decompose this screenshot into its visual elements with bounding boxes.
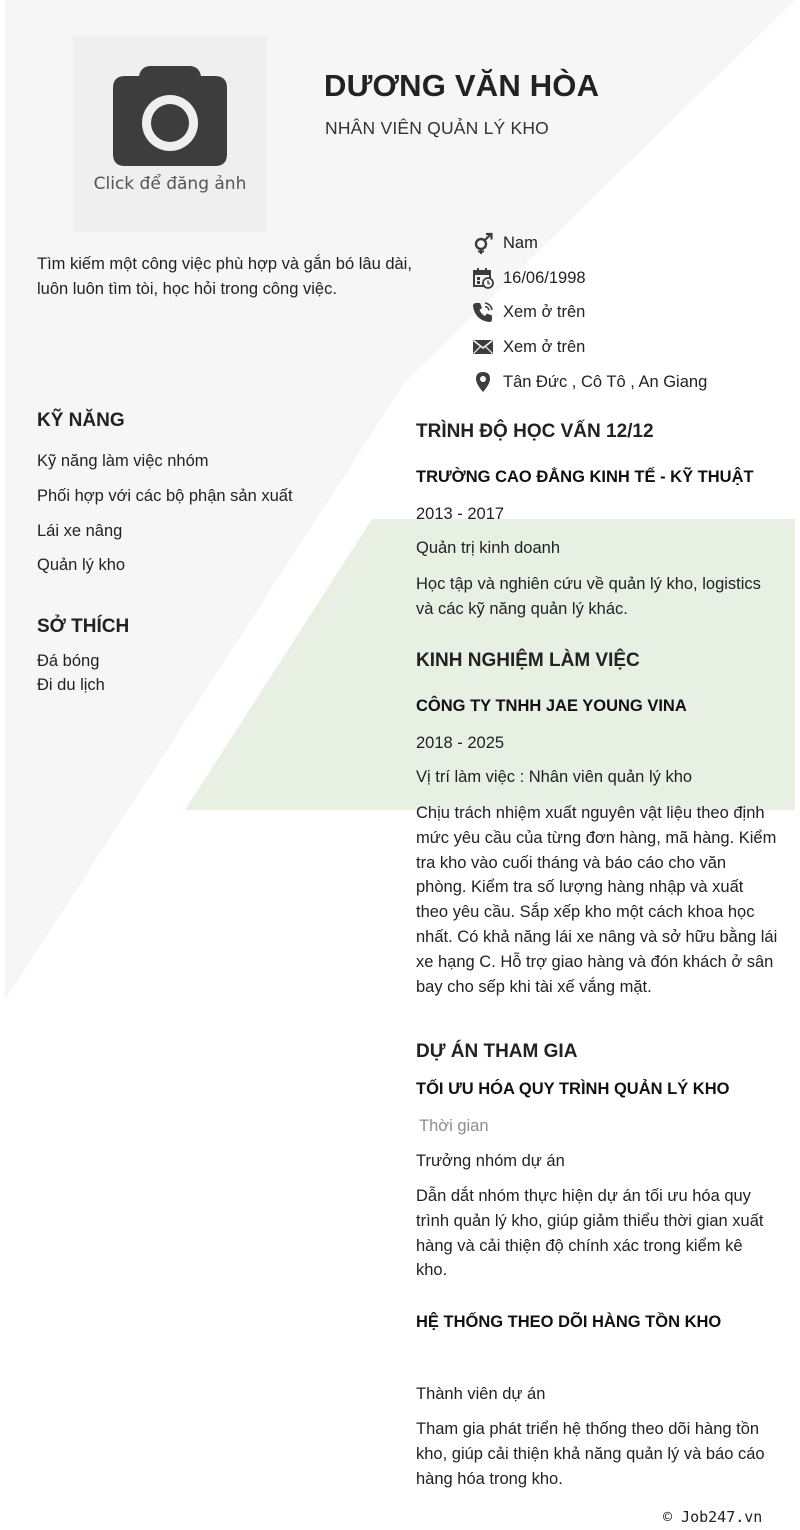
footer-copyright[interactable]: © Job247.vn	[663, 1508, 763, 1526]
gender-icon	[472, 232, 494, 254]
hobby-item: Đi du lịch	[37, 676, 105, 694]
skill-item: Quản lý kho	[37, 556, 126, 574]
experience-description: Chịu trách nhiệm xuất nguyên vật liệu theo định mức yêu cầu của từng đơn hàng, mã hàng. Kiểm tra kho vào cuối tháng và báo cáo cho văn phòng. Kiểm tra số lượng hàng nhập và xuất theo yêu cầu. Sắp xếp kho một cách khoa học nhất. Có khả năng lái xe nâng và sở hữu bằng lái xe hạng C. Hỗ trợ giao hàng và đón khách ở sân bay cho sếp khi tài xế vắng mặt.	[416, 804, 778, 996]
skill-item: Lái xe nâng	[37, 522, 123, 540]
email-value: Xem ở trên	[503, 337, 586, 356]
photo-caption: Click để đăng ảnh	[93, 174, 247, 194]
phone-value: Xem ở trên	[503, 302, 586, 321]
school-name: TRƯỜNG CAO ĐẲNG KINH TẾ - KỸ THUẬT	[416, 468, 754, 486]
career-objective: Tìm kiếm một công việc phù hợp và gắn bó lâu dài, luôn luôn tìm tòi, học hỏi trong công việc.	[37, 255, 412, 298]
skill-item: Kỹ năng làm việc nhóm	[37, 452, 209, 470]
address-value: Tân Đức , Cô Tô , An Giang	[503, 372, 708, 391]
job-title: NHÂN VIÊN QUẢN LÝ KHO	[325, 118, 549, 138]
candidate-name: DƯƠNG VĂN HÒA	[324, 68, 600, 103]
company-name: CÔNG TY TNHH JAE YOUNG VINA	[416, 697, 687, 715]
project-name: HỆ THỐNG THEO DÕI HÀNG TỒN KHO	[416, 1313, 722, 1331]
education-heading: TRÌNH ĐỘ HỌC VẤN 12/12	[416, 421, 654, 442]
hobby-item: Đá bóng	[37, 652, 100, 670]
education-description: Học tập và nghiên cứu về quản lý kho, logistics và các kỹ năng quản lý khác.	[416, 575, 761, 618]
contact-address	[472, 370, 707, 394]
contact-phone	[472, 300, 585, 324]
phone-icon	[472, 301, 494, 323]
project-description: Tham gia phát triển hệ thống theo dõi hàng tồn kho, giúp cải thiện khả năng quản lý và báo cáo hàng hóa trong kho.	[416, 1420, 765, 1488]
project-name: TỐI ƯU HÓA QUY TRÌNH QUẢN LÝ KHO	[416, 1080, 730, 1098]
project-role: Trưởng nhóm dự án	[416, 1152, 565, 1170]
hobbies-heading: SỞ THÍCH	[37, 616, 130, 637]
project-role: Thành viên dự án	[416, 1385, 546, 1403]
birthday-value: 16/06/1998	[503, 268, 586, 287]
education-major: Quản trị kinh doanh	[416, 539, 561, 557]
experience-position: Vị trí làm việc : Nhân viên quản lý kho	[416, 768, 693, 786]
skill-item: Phối hợp với các bộ phận sản xuất	[37, 487, 293, 505]
calendar-icon	[472, 267, 494, 289]
envelope-icon	[472, 336, 494, 358]
map-pin-icon	[472, 371, 494, 393]
camera-icon	[111, 64, 229, 168]
experience-heading: KINH NGHIỆM LÀM VIỆC	[416, 650, 640, 671]
projects-heading: DỰ ÁN THAM GIA	[416, 1041, 578, 1062]
contact-birthday	[472, 266, 586, 290]
project-description: Dẫn dắt nhóm thực hiện dự án tối ưu hóa quy trình quản lý kho, giúp giảm thiểu thời gian xuất hàng và cải thiện độ chính xác trong kiểm kê kho.	[416, 1187, 764, 1280]
contact-email	[472, 335, 585, 359]
gender-value: Nam	[503, 233, 538, 252]
photo-upload[interactable]	[73, 36, 267, 232]
contact-gender	[472, 231, 538, 255]
skills-heading: KỸ NĂNG	[37, 410, 125, 431]
experience-years: 2018 - 2025	[416, 734, 505, 752]
education-years: 2013 - 2017	[416, 505, 505, 523]
project-time: Thời gian	[419, 1117, 489, 1135]
